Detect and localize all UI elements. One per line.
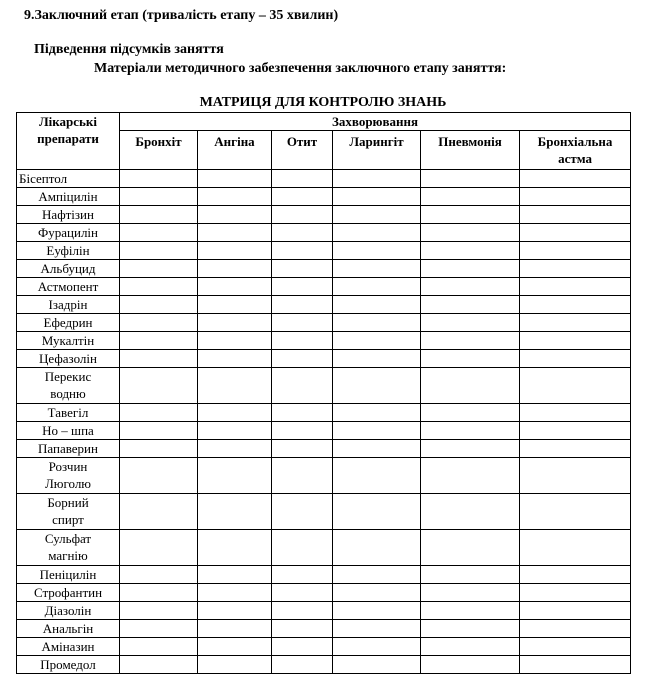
matrix-cell[interactable]: [333, 206, 421, 224]
matrix-cell[interactable]: [272, 638, 333, 656]
matrix-cell[interactable]: [421, 620, 520, 638]
drug-name-line1: Розчин: [48, 459, 88, 474]
matrix-cell[interactable]: [272, 170, 333, 188]
disease-header-4: Пневмонія: [421, 131, 520, 170]
drug-name-line1: Бісептол: [19, 171, 68, 186]
matrix-cell[interactable]: [421, 224, 520, 242]
matrix-cell[interactable]: [421, 242, 520, 260]
matrix-cell[interactable]: [120, 224, 198, 242]
matrix-cell[interactable]: [120, 440, 198, 458]
drug-name-cell: [17, 170, 120, 188]
drug-name-cell: [17, 494, 120, 530]
matrix-cell[interactable]: [120, 638, 198, 656]
drug-name-line1: Перекис: [44, 369, 92, 384]
drug-name-line1: Сульфат: [44, 531, 92, 546]
matrix-cell[interactable]: [520, 494, 631, 530]
drug-name-cell: [17, 278, 120, 296]
matrix-cell[interactable]: [198, 422, 272, 440]
table-row: [17, 206, 631, 224]
table-row: [17, 494, 631, 530]
drug-name-cell: [17, 422, 120, 440]
matrix-cell[interactable]: [120, 404, 198, 422]
matrix-cell[interactable]: [120, 170, 198, 188]
matrix-cell[interactable]: [272, 260, 333, 278]
matrix-cell[interactable]: [333, 494, 421, 530]
matrix-cell[interactable]: [198, 656, 272, 674]
matrix-cell[interactable]: [333, 332, 421, 350]
table-row: [17, 440, 631, 458]
matrix-cell[interactable]: [272, 278, 333, 296]
matrix-cell[interactable]: [520, 296, 631, 314]
matrix-cell[interactable]: [333, 350, 421, 368]
matrix-cell[interactable]: [120, 314, 198, 332]
table-row: [17, 602, 631, 620]
drug-name-cell: [17, 188, 120, 206]
matrix-cell[interactable]: [120, 656, 198, 674]
knowledge-matrix-table: [16, 112, 631, 674]
matrix-cell[interactable]: [333, 368, 421, 404]
matrix-cell[interactable]: [272, 530, 333, 566]
matrix-cell[interactable]: [421, 404, 520, 422]
matrix-cell[interactable]: [272, 332, 333, 350]
table-row: [17, 296, 631, 314]
drug-name-cell: [17, 260, 120, 278]
matrix-cell[interactable]: [198, 620, 272, 638]
matrix-cell[interactable]: [421, 566, 520, 584]
matrix-cell[interactable]: [120, 458, 198, 494]
matrix-cell[interactable]: [120, 620, 198, 638]
table-row: [17, 188, 631, 206]
matrix-cell[interactable]: [333, 458, 421, 494]
matrix-cell[interactable]: [520, 440, 631, 458]
drug-name-line1: Мукалтін: [41, 333, 95, 348]
drugs-column-header: [17, 113, 120, 170]
matrix-cell[interactable]: [198, 260, 272, 278]
matrix-cell[interactable]: [520, 656, 631, 674]
matrix-cell[interactable]: [333, 566, 421, 584]
drug-name-cell: [17, 296, 120, 314]
matrix-cell[interactable]: [421, 314, 520, 332]
matrix-cell[interactable]: [520, 260, 631, 278]
table-row: [17, 638, 631, 656]
drug-name-cell: [17, 638, 120, 656]
matrix-cell[interactable]: [333, 278, 421, 296]
matrix-cell[interactable]: [198, 530, 272, 566]
matrix-cell[interactable]: [272, 494, 333, 530]
matrix-cell[interactable]: [120, 332, 198, 350]
disease-header-5: Бронхіальна астма: [520, 131, 631, 170]
drug-name-cell: [17, 224, 120, 242]
matrix-cell[interactable]: [272, 620, 333, 638]
matrix-cell[interactable]: [333, 260, 421, 278]
matrix-cell[interactable]: [272, 206, 333, 224]
matrix-cell[interactable]: [272, 458, 333, 494]
matrix-cell[interactable]: [520, 206, 631, 224]
drug-name-line2: магнію: [48, 548, 88, 563]
matrix-cell[interactable]: [120, 422, 198, 440]
drug-name-line1: Папаверин: [38, 441, 98, 456]
matrix-cell[interactable]: [520, 368, 631, 404]
table-row: [17, 224, 631, 242]
matrix-cell[interactable]: [120, 350, 198, 368]
matrix-cell[interactable]: [198, 224, 272, 242]
drug-name-cell: [17, 620, 120, 638]
matrix-cell[interactable]: [520, 242, 631, 260]
matrix-cell[interactable]: [333, 422, 421, 440]
matrix-cell[interactable]: [272, 440, 333, 458]
matrix-cell[interactable]: [520, 170, 631, 188]
matrix-cell[interactable]: [421, 296, 520, 314]
drug-name-cell: [17, 566, 120, 584]
drugs-header-line2: препарати: [37, 131, 99, 146]
matrix-cell[interactable]: [198, 350, 272, 368]
summary-title: Підведення підсумків заняття: [34, 42, 224, 57]
table-row: [17, 584, 631, 602]
matrix-cell[interactable]: [520, 602, 631, 620]
matrix-cell[interactable]: [520, 620, 631, 638]
matrix-cell[interactable]: [198, 332, 272, 350]
table-row: [17, 278, 631, 296]
matrix-cell[interactable]: [198, 296, 272, 314]
disease-header-3: Ларингіт: [333, 131, 421, 170]
table-row: [17, 656, 631, 674]
drugs-header-line1: Лікарські: [38, 114, 98, 129]
drug-name-line1: Анальгін: [42, 621, 94, 636]
matrix-cell[interactable]: [198, 404, 272, 422]
matrix-cell[interactable]: [333, 242, 421, 260]
matrix-cell[interactable]: [198, 584, 272, 602]
matrix-cell[interactable]: [333, 584, 421, 602]
matrix-cell[interactable]: [520, 638, 631, 656]
matrix-cell[interactable]: [520, 566, 631, 584]
matrix-cell[interactable]: [272, 656, 333, 674]
drug-name-cell: [17, 530, 120, 566]
matrix-cell[interactable]: [198, 170, 272, 188]
matrix-cell[interactable]: [520, 530, 631, 566]
matrix-cell[interactable]: [198, 188, 272, 206]
drug-name-line1: Аміназин: [41, 639, 95, 654]
matrix-cell[interactable]: [421, 170, 520, 188]
drug-name-line1: Фурацилін: [37, 225, 98, 240]
matrix-cell[interactable]: [520, 404, 631, 422]
matrix-cell[interactable]: [333, 188, 421, 206]
matrix-cell[interactable]: [272, 296, 333, 314]
diseases-group-header: Захворювання: [120, 113, 631, 131]
matrix-cell[interactable]: [520, 332, 631, 350]
matrix-cell[interactable]: [421, 494, 520, 530]
table-row: [17, 242, 631, 260]
matrix-cell[interactable]: [421, 584, 520, 602]
matrix-cell[interactable]: [421, 440, 520, 458]
matrix-cell[interactable]: [120, 368, 198, 404]
matrix-cell[interactable]: [421, 602, 520, 620]
matrix-cell[interactable]: [272, 314, 333, 332]
matrix-cell[interactable]: [198, 278, 272, 296]
drug-name-cell: [17, 350, 120, 368]
matrix-cell[interactable]: [198, 206, 272, 224]
matrix-cell[interactable]: [333, 602, 421, 620]
matrix-cell[interactable]: [421, 422, 520, 440]
section-heading: 9.Заключний етап (тривалість етапу – 35 хвилин): [24, 8, 339, 23]
matrix-cell[interactable]: [421, 530, 520, 566]
matrix-title: МАТРИЦЯ ДЛЯ КОНТРОЛЮ ЗНАНЬ: [199, 95, 447, 110]
drug-name-line1: Но – шпа: [42, 423, 94, 438]
matrix-cell[interactable]: [333, 530, 421, 566]
matrix-cell[interactable]: [120, 530, 198, 566]
drug-name-line1: Тавегіл: [47, 405, 89, 420]
matrix-cell[interactable]: [198, 638, 272, 656]
drug-name-line1: Ефедрин: [43, 315, 93, 330]
disease-header-0: Бронхіт: [120, 131, 198, 170]
matrix-cell[interactable]: [120, 206, 198, 224]
drug-name-cell: [17, 584, 120, 602]
drug-name-line1: Ізадрін: [48, 297, 88, 312]
drug-name-line2: спирт: [52, 512, 84, 527]
drug-name-line1: Цефазолін: [39, 351, 97, 366]
drug-name-line1: Альбуцид: [40, 261, 96, 276]
materials-title: Матеріали методичного забезпечення заключного етапу заняття:: [94, 61, 507, 76]
drug-name-line1: Строфантин: [33, 585, 103, 600]
table-row: [17, 404, 631, 422]
drug-name-line1: Нафтізин: [42, 207, 94, 222]
matrix-cell[interactable]: [333, 638, 421, 656]
matrix-cell[interactable]: [520, 584, 631, 602]
matrix-cell[interactable]: [421, 188, 520, 206]
matrix-cell[interactable]: [272, 566, 333, 584]
matrix-cell[interactable]: [198, 566, 272, 584]
table-row: [17, 350, 631, 368]
table-row: [17, 314, 631, 332]
matrix-cell[interactable]: [120, 602, 198, 620]
drug-name-cell: [17, 242, 120, 260]
drug-name-line1: Еуфілін: [46, 243, 90, 258]
disease-header-2: Отит: [272, 131, 333, 170]
drug-name-line1: Борний: [47, 495, 89, 510]
matrix-cell[interactable]: [120, 188, 198, 206]
table-row: [17, 530, 631, 566]
matrix-cell[interactable]: [120, 278, 198, 296]
matrix-cell[interactable]: [520, 422, 631, 440]
matrix-cell[interactable]: [272, 368, 333, 404]
drug-name-cell: [17, 602, 120, 620]
drug-name-cell: [17, 656, 120, 674]
drug-name-line1: Діазолін: [44, 603, 92, 618]
matrix-cell[interactable]: [421, 656, 520, 674]
matrix-cell[interactable]: [333, 656, 421, 674]
matrix-cell[interactable]: [520, 350, 631, 368]
drug-name-cell: [17, 314, 120, 332]
matrix-cell[interactable]: [272, 602, 333, 620]
drug-name-line1: Промедол: [40, 657, 96, 672]
table-row: [17, 620, 631, 638]
table-row: [17, 368, 631, 404]
matrix-cell[interactable]: [333, 314, 421, 332]
matrix-cell[interactable]: [120, 566, 198, 584]
matrix-cell[interactable]: [421, 350, 520, 368]
matrix-cell[interactable]: [198, 602, 272, 620]
matrix-cell[interactable]: [520, 188, 631, 206]
matrix-cell[interactable]: [421, 332, 520, 350]
matrix-cell[interactable]: [333, 224, 421, 242]
table-row: [17, 260, 631, 278]
matrix-cell[interactable]: [333, 170, 421, 188]
matrix-cell[interactable]: [421, 638, 520, 656]
matrix-cell[interactable]: [272, 224, 333, 242]
drug-name-line1: Ампіцилін: [38, 189, 98, 204]
matrix-cell[interactable]: [421, 458, 520, 494]
matrix-cell[interactable]: [198, 440, 272, 458]
drug-name-line1: Пеніцилін: [39, 567, 97, 582]
table-row: [17, 458, 631, 494]
drug-name-cell: [17, 206, 120, 224]
table-row: [17, 566, 631, 584]
matrix-cell[interactable]: [520, 224, 631, 242]
drug-name-line2: водню: [50, 386, 86, 401]
table-row: [17, 170, 631, 188]
matrix-cell[interactable]: [520, 458, 631, 494]
matrix-cell[interactable]: [120, 494, 198, 530]
matrix-cell[interactable]: [272, 404, 333, 422]
matrix-cell[interactable]: [120, 584, 198, 602]
drug-name-cell: [17, 458, 120, 494]
matrix-cell[interactable]: [421, 260, 520, 278]
matrix-cell[interactable]: [272, 188, 333, 206]
matrix-cell[interactable]: [120, 242, 198, 260]
drug-name-cell: [17, 332, 120, 350]
matrix-cell[interactable]: [120, 260, 198, 278]
matrix-cell[interactable]: [272, 242, 333, 260]
matrix-cell[interactable]: [198, 494, 272, 530]
matrix-cell[interactable]: [421, 278, 520, 296]
drug-name-line2: Люголю: [44, 476, 92, 491]
drug-name-cell: [17, 368, 120, 404]
disease-header-1: Ангіна: [198, 131, 272, 170]
matrix-cell[interactable]: [198, 368, 272, 404]
table-row: [17, 422, 631, 440]
matrix-cell[interactable]: [120, 296, 198, 314]
matrix-cell[interactable]: [198, 458, 272, 494]
matrix-cell[interactable]: [333, 404, 421, 422]
matrix-cell[interactable]: [272, 422, 333, 440]
matrix-cell[interactable]: [272, 584, 333, 602]
drug-name-cell: [17, 404, 120, 422]
matrix-cell[interactable]: [198, 242, 272, 260]
matrix-cell[interactable]: [421, 206, 520, 224]
matrix-cell[interactable]: [333, 440, 421, 458]
drug-name-line1: Астмопент: [37, 279, 99, 294]
matrix-cell[interactable]: [421, 368, 520, 404]
matrix-cell[interactable]: [333, 620, 421, 638]
drug-name-cell: [17, 440, 120, 458]
matrix-cell[interactable]: [333, 296, 421, 314]
matrix-cell[interactable]: [520, 314, 631, 332]
matrix-cell[interactable]: [198, 314, 272, 332]
table-row: [17, 332, 631, 350]
matrix-cell[interactable]: [520, 278, 631, 296]
matrix-cell[interactable]: [272, 350, 333, 368]
